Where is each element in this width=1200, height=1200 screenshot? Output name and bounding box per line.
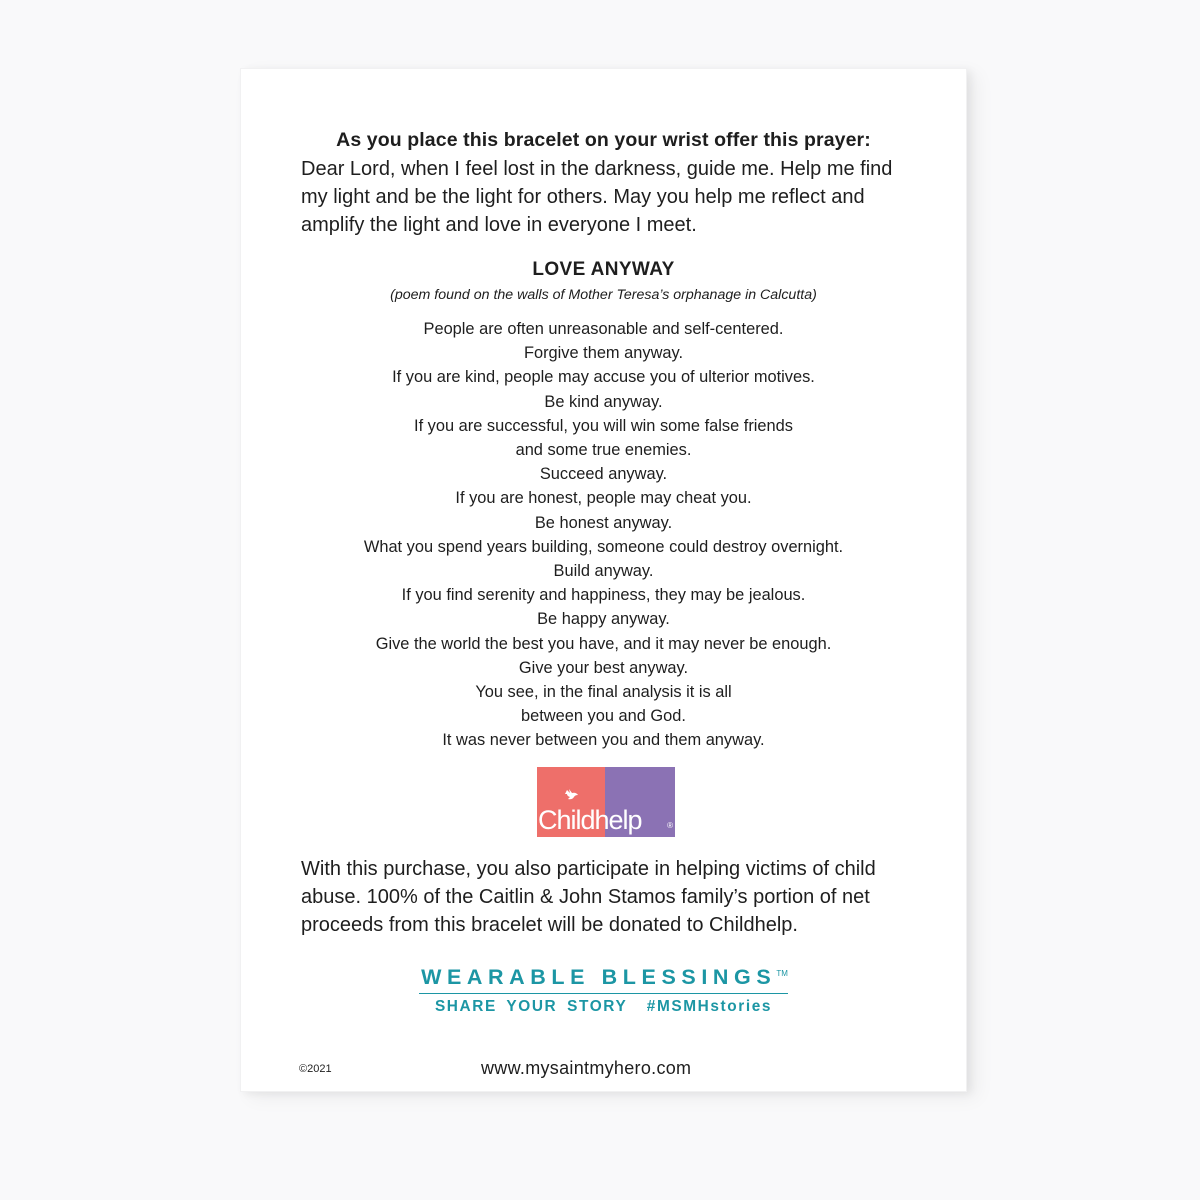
poem-line: Build anyway. bbox=[553, 562, 654, 581]
poem-line: If you find serenity and happiness, they may be jealous. bbox=[401, 586, 806, 605]
brand-title bbox=[419, 965, 788, 994]
poem-line: Forgive them anyway. bbox=[523, 344, 684, 363]
prayer-text bbox=[301, 155, 921, 239]
poem-line: If you are honest, people may cheat you. bbox=[455, 489, 752, 508]
prayer-line: my light and be the light for others. May you help me reflect and bbox=[301, 186, 865, 208]
poem-line: and some true enemies. bbox=[515, 441, 692, 460]
brand-title-text: WEARABLE BLESSINGS bbox=[421, 965, 777, 989]
poem-line: People are often unreasonable and self-centered. bbox=[423, 320, 784, 338]
website-url: www.mysaintmyhero.com bbox=[481, 1058, 692, 1078]
dove-icon bbox=[565, 789, 579, 801]
poem-line: Be kind anyway. bbox=[544, 392, 663, 411]
prayer-line: amplify the light and love in everyone I meet. bbox=[301, 214, 697, 236]
prayer-heading: As you place this bracelet on your wrist offer this prayer: bbox=[336, 129, 871, 151]
poem-line: Succeed anyway. bbox=[539, 465, 668, 484]
poem-text bbox=[241, 317, 966, 753]
donation-text bbox=[301, 855, 931, 939]
donation-line: proceeds from this bracelet will be donated to Childhelp. bbox=[301, 914, 798, 936]
childhelp-logo bbox=[537, 767, 675, 837]
poem-line: What you spend years building, someone could destroy overnight. bbox=[363, 537, 844, 556]
registered-mark: ® bbox=[667, 821, 673, 830]
poem-subtitle: (poem found on the walls of Mother Teresa’s orphanage in Calcutta) bbox=[390, 287, 817, 303]
poem-line: Give your best anyway. bbox=[518, 658, 689, 677]
prayer-line: Dear Lord, when I feel lost in the darkness, guide me. Help me find bbox=[301, 158, 893, 180]
trademark-mark: TM bbox=[776, 968, 788, 978]
wearable-blessings-brand bbox=[241, 965, 966, 1016]
donation-line: With this purchase, you also participate in helping victims of child bbox=[301, 858, 876, 880]
copyright: ©2021 bbox=[299, 1063, 332, 1075]
brand-tagline: SHARE YOUR STORY #MSMHstories bbox=[434, 998, 773, 1015]
logo-wordmark: Childhelp bbox=[538, 805, 642, 835]
poem-line: Give the world the best you have, and it may never be enough. bbox=[375, 634, 832, 653]
poem-line: Be happy anyway. bbox=[537, 610, 670, 629]
poem-line: If you are successful, you will win some false friends bbox=[414, 416, 793, 435]
poem-line: between you and God. bbox=[521, 707, 686, 726]
donation-line: abuse. 100% of the Caitlin & John Stamos family’s portion of net bbox=[301, 886, 870, 908]
poem-line: It was never between you and them anyway. bbox=[442, 731, 765, 750]
poem-line: You see, in the final analysis it is all bbox=[475, 683, 732, 702]
prayer-card bbox=[240, 68, 967, 1092]
poem-line: Be honest anyway. bbox=[534, 513, 673, 532]
poem-line: If you are kind, people may accuse you of ulterior motives. bbox=[392, 368, 815, 387]
poem-title: LOVE ANYWAY bbox=[532, 259, 675, 280]
